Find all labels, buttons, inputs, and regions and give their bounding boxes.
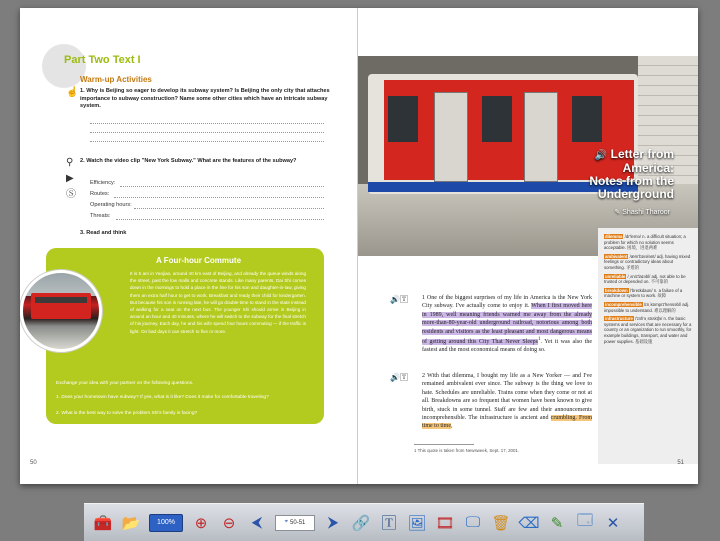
paragraph-2-text-b: , [451,423,453,430]
exchange-question-2: 2. What is the best way to solve the problem Shi's family is facing? [56,411,198,416]
exchange-question-1: 1. Does your hometown have subway? If yes, what is it like? Does it make for comfortable traveling? [56,395,269,400]
pen-icon[interactable]: ✎ [550,514,564,532]
glossary-term[interactable]: unreliable [605,273,626,279]
unit-title: Part Two Text I [64,54,141,66]
question-3-number: 3. [80,230,85,236]
train-window [482,96,512,142]
window-icon[interactable]: 🗔 [576,512,594,529]
paragraph-1-tools [390,294,408,305]
question-2-text: Watch the video clip "New York Subway." What are the features of the subway? [86,158,297,164]
footnote-ref[interactable]: 1 [538,337,541,343]
text-tool-icon[interactable]: 🅃 [381,515,397,532]
exchange-intro: Exchange your idea with your partner on the following questions. [56,381,194,386]
question-2 [80,158,330,166]
textbook-spread [20,8,698,484]
answer-line [114,197,324,198]
magnifier-icon[interactable]: ⚲ [66,157,74,168]
subway-train-photo [358,56,698,256]
location-pin-icon: ⌖ [284,519,289,525]
footnote: 1 This quote is taken from Newsweek, Sept. 17, 2001. [414,448,520,453]
play-icon[interactable]: ▶ [66,173,74,184]
paragraph-2-text-a: With that dilemma, I bought my life as a New Yorker — and I've remained ambivalent ever since. The subway is the thing we love to hate. Schedules are unreliable. Trains come when they come or not at all. Breakdowns are so frequent that women have been known to give birth, stuck in some tunnel. Staff are few and their announcements incomprehensible. The infrastructure is ancient and [422,373,592,422]
translate-icon[interactable]: 🅃 [399,373,408,382]
script-icon[interactable]: Ⓢ [66,189,76,200]
question-2-number: 2. [80,158,85,164]
speaker-icon[interactable]: 🔊 [594,150,608,161]
field-efficiency: Efficiency: [90,180,116,186]
right-page [358,8,698,484]
paragraph-1-text-b: . Yet it was also the fastest and the most economical means of doing so. [422,339,592,354]
glossary-term[interactable]: incomprehensible [605,301,642,307]
paragraph-1 [422,294,592,355]
page-indicator[interactable] [275,515,315,531]
glossary-def: /ˌʌnrɪ'laɪəbl/ adj. not able to be trusted or depended on. 不可靠的 [604,273,686,285]
paragraph-2-highlight[interactable]: crumbling. From time to time [422,415,592,430]
glossary-item [604,274,694,285]
close-icon[interactable]: ✕ [606,514,620,532]
glossary-term[interactable]: infrastructure [605,316,633,322]
link-icon[interactable]: 🔗 [351,514,371,532]
question-1-text: Why is Beijing so eager to develop its subway system? Is Beijing the only city that attaches importance to subway construction? Name some other cities which have an intricate subway system. [80,88,330,110]
screen-icon[interactable]: 🖵 [465,514,481,531]
answer-line [120,186,324,187]
author-name: Shashi Tharoor [622,209,670,216]
glossary-def: /æm'bɪvələnt/ adj. having mixed feelings or contradictory ideas about something. 矛盾的 [604,253,691,270]
bus-photo [20,270,102,352]
answer-line [90,132,324,133]
glossary-term[interactable]: dilemma [605,234,623,239]
glossary-term[interactable]: ambivalent [605,253,628,259]
zoom-level[interactable]: 100% [149,514,183,532]
answer-line [134,208,324,209]
answer-line [90,141,324,142]
glossary-def: /'breɪkdaʊn/ n. a failure of a machine or system to work. 故障 [604,287,683,299]
trash-icon[interactable]: 🗑 [491,514,511,532]
speaker-icon[interactable]: 🔊 [390,295,400,304]
speaker-icon[interactable]: 🔊 [390,373,400,382]
question-1 [80,88,330,111]
train-door [434,92,468,182]
bus-window [35,297,87,303]
eraser-icon[interactable]: ⌫ [518,514,540,532]
reader-toolbar [84,503,644,541]
folder-icon[interactable]: 📂 [121,514,141,532]
question-1-number: 1. [80,88,85,94]
glossary-item [604,288,694,299]
next-page-icon[interactable]: ⮞ [327,514,339,531]
glossary-item [604,234,694,251]
footnote-divider [414,444,474,445]
gallery-icon[interactable]: 🎞 [435,514,455,532]
right-page-number: 51 [677,460,684,466]
glossary-def: /ɪnˌkɒmprɪ'hensəbl/ adj. impossible to understand. 难以理解的 [604,301,690,313]
author-icon[interactable]: ✎ [614,209,621,216]
glossary-term[interactable]: breakdown [605,287,628,293]
zoom-out-icon[interactable]: ⊖ [222,514,236,532]
paragraph-2-number: 2 [422,373,425,379]
warm-up-heading: Warm-up Activities [80,75,152,84]
train-door [524,92,558,182]
left-page [20,8,358,484]
glossary-item [604,302,694,313]
translate-icon[interactable]: 🅃 [399,295,408,304]
commute-text: It is 5 am in Yanjiao, around 40 km east of Beijing, and already the queue winds along the street, past the low malls and concrete stands. Like many parents, Dai Shi comes down in the mornings to hold a place in the line for his son and daughter-in-law, giving them an extra half hour to get to work. Breakfast and ready their child for kindergarten. But because his son is running late, he will go double-time to stand in the state instead of walking for a seat on the next bus. The younger Shi should arrive in Beijing in around an hour and 40 minutes, where he will switch to the subway for the final stretch of his journey. Each day, he and his wife spend four hours commuting — if the traffic is light. On bad days it can stretch to five or more. [130,271,306,334]
field-routes: Routes: [90,191,110,197]
question-3-text: Read and think [86,230,127,236]
title-line-1: Letter from [610,147,674,161]
paragraph-2-tools [390,372,408,383]
field-operating-hours: Operating hours: [90,202,132,208]
glossary-item [604,316,694,344]
field-threats: Threats: [90,213,111,219]
image-icon[interactable]: 🖼 [407,514,427,532]
hand-pointer-icon[interactable]: ☝ [66,87,79,98]
paragraph-1-number: 1 [422,295,425,301]
glossary-panel [598,228,698,464]
paragraph-1-highlight[interactable]: When I first moved here in 1989, well meaning friends warned me away from the already more-than-80-year-old underground railroad, notorious among both residents and visitors as the least pleasant and most dangerous means of getting around this City That Never Sleeps [422,303,592,346]
train-window [572,96,602,142]
glossary-def: /'ɪnfrəˌstrʌktʃə/ n. the basic systems and services that are necessary for a country or an organization to run smoothly, for example buildings, transport, and water and power supplies. 基础设施 [604,316,692,344]
answer-line [90,123,324,124]
train-window [388,96,418,142]
author [614,208,670,216]
answer-line [116,219,324,220]
glossary-def: /dr'lemə/ n. a difficult situation; a problem for which no solution seems acceptable. 困境，进退两难 [604,234,686,251]
paragraph-2 [422,372,592,431]
title-line-3: Notes from the [589,174,674,188]
commute-title: A Four-hour Commute [156,256,242,265]
glossary-item [604,254,694,271]
zoom-in-icon[interactable]: ⊕ [194,514,208,532]
toolbox-icon[interactable]: 🧰 [93,514,113,532]
question-3 [80,230,280,238]
article-title [589,148,674,201]
page-indicator-label: 50-51 [290,519,306,526]
title-line-4: Underground [598,187,674,201]
paragraph-1-text-a: One of the biggest surprises of my life in America is the New York City subway. I've actually come to enjoy it. [422,295,592,310]
previous-page-icon[interactable]: ⮜ [251,514,263,531]
left-page-number: 50 [30,460,37,466]
title-line-2: America: [622,161,674,175]
